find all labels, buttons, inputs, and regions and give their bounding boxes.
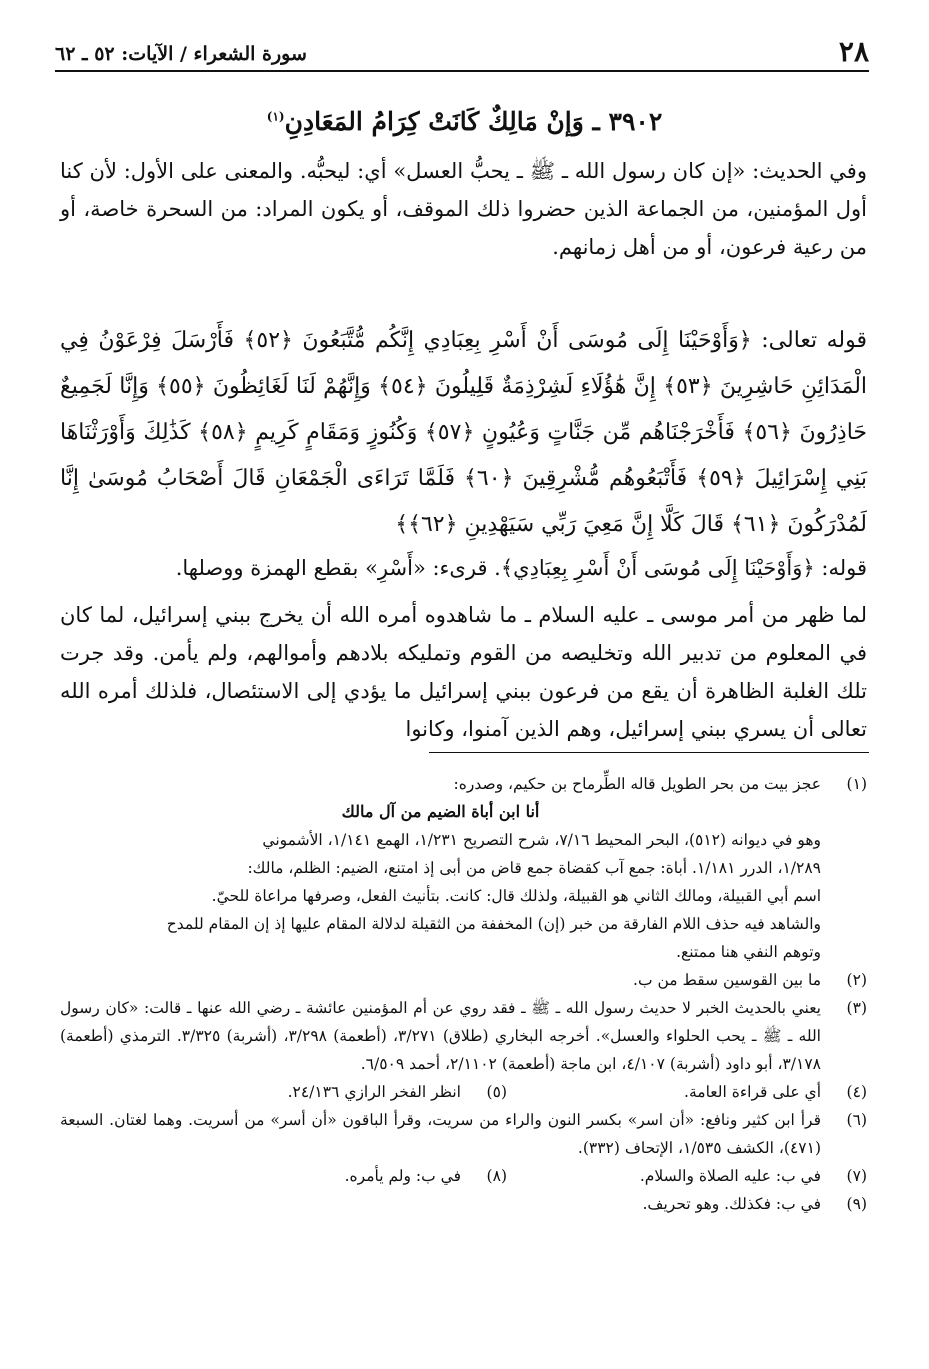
footnote-line: وتوهم النفي هنا ممتنع. (676, 943, 821, 961)
footnote-text: يعني بالحديث الخبر لا حديث رسول الله ـ ﷺ ـ فقد روي عن أم المؤمنين عائشة ـ رضي الله عنها ـ قالت: «كان رسول الله ـ ﷺ ـ يحب الحلواء والعسل». أخرجه البخاري (طلاق) ٣/٢٧١، (أطعمة) ٣/٢٩٨، (أشربة) ٣/٣٢٥. الترمذي (أطعمة) ٣/١٧٨، أبو داود (أشربة) ٤/١٠٧، ابن ماجة (أطعمة) ٢/١١٠٢، أحمد ٦/٥٠٩. (60, 999, 821, 1073)
verse-heading-text: ٣٩٠٢ ـ وَإنْ مَالِكٌ كَانَتْ كِرَامُ المَعَادِنِ (284, 107, 663, 136)
quran-verses-block: قوله تعالى: ﴿وَأَوْحَيْنَا إِلَى مُوسَى أَنْ أَسْرِ بِعِبَادِي إِنَّكُم مُّتَّبَعُونَ ﴿٥٢﴾ فَأَرْسَلَ فِرْعَوْنُ فِي الْمَدَائِنِ حَاشِرِينَ ﴿٥٣﴾ إِنَّ هَٰؤُلَاءِ لَشِرْذِمَةٌ قَلِيلُونَ ﴿٥٤﴾ وَإِنَّهُمْ لَنَا لَغَائِظُونَ ﴿٥٥﴾ وَإِنَّا لَجَمِيعٌ حَاذِرُونَ ﴿٥٦﴾ فَأَخْرَجْنَاهُم مِّن جَنَّاتٍ وَعُيُونٍ ﴿٥٧﴾ وَكُنُوزٍ وَمَقَامٍ كَرِيمٍ ﴿٥٨﴾ كَذَٰلِكَ وَأَوْرَثْنَاهَا بَنِي إِسْرَائِيلَ ﴿٥٩﴾ فَأَتْبَعُوهُم مُّشْرِقِينَ ﴿٦٠﴾ فَلَمَّا تَرَاءَى الْجَمْعَانِ قَالَ أَصْحَابُ مُوسَىٰ إِنَّا لَمُدْرَكُونَ ﴿٦١﴾ قَالَ كَلَّا إِنَّ مَعِيَ رَبِّي سَيَهْدِينِ ﴿٦٢﴾﴾ (60, 328, 868, 537)
running-title: سورة الشعراء / الآيات: ٥٢ ـ ٦٢ (55, 43, 307, 65)
footnote-line: وهو في ديوانه (٥١٢)، البحر المحيط ٧/١٦، شرح التصريح ١/٢٣١، الهمع ١/١٤١، الأشموني (262, 831, 821, 849)
footnote-text: انظر الفخر الرازي ٢٤/١٣٦. (287, 1083, 461, 1101)
page-number: ٢٨ (838, 35, 869, 68)
footnote-number: (٤) (846, 1083, 867, 1101)
footnote-number: (٧) (846, 1167, 867, 1185)
footnote-number: (٦) (846, 1111, 867, 1129)
footnote-text: في ب: ولم يأمره. (344, 1167, 461, 1185)
footnote-number: (٩) (846, 1195, 867, 1213)
footnote-separator (429, 752, 869, 753)
footnote-3 (60, 994, 867, 1078)
footnote-line: ١/٢٨٩، الدرر ١/١٨١. أباة: جمع آب كقضاة جمع قاض من أبى إذ امتنع، الضيم: الظلم، مالك: (247, 859, 821, 877)
footnote-5 (147, 1078, 507, 1106)
footnote-7-8 (60, 1162, 867, 1190)
footnote-text: ما بين القوسين سقط من ب. (633, 971, 821, 989)
footnote-8 (147, 1162, 507, 1190)
footnote-number: (٢) (846, 971, 867, 989)
footnote-text: في ب: عليه الصلاة والسلام. (639, 1167, 821, 1185)
paragraph-3: قوله: ﴿وَأَوْحَيْنَا إِلَى مُوسَى أَنْ أَسْرِ بِعِبَادِي﴾. قرىء: «أَسْرِ» بقطع الهمزة ووصلها. (175, 556, 867, 580)
footnote-number: (٣) (846, 999, 867, 1017)
footnote-number: (٨) (486, 1167, 507, 1185)
page-header (55, 30, 869, 72)
footnote-line: والشاهد فيه حذف اللام الفارقة من خبر (إن) المخففة من الثقيلة لدلالة المقام عليها إذ إن المقام للمدح (166, 915, 821, 933)
footnote-text: أي على قراءة العامة. (684, 1083, 821, 1101)
footnote-9 (60, 1190, 867, 1218)
paragraph-4: لما ظهر من أمر موسى ـ عليه السلام ـ ما شاهدوه أمره الله أن يخرج ببني إسرائيل، لما كان في المعلوم من تدبير الله وتخليصه من القوم وتمليكه بلادهم وأموالهم، ولم يأمن. وقد جرت تلك الغلبة الظاهرة أن يقع من فرعون ببني إسرائيل ما يؤدي إلى الاستئصال، فلذلك أمره الله تعالى أن يسري ببني إسرائيل، وهم الذين آمنوا، وكانوا (60, 603, 867, 741)
footnote-line: اسم أبي القبيلة، ومالك الثاني هو القبيلة، ولذلك قال: كانت. بتأنيث الفعل، وصرفها مراعاة للحيّ. (211, 887, 821, 905)
footnote-7 (507, 1162, 867, 1190)
footnote-6 (60, 1106, 867, 1162)
footnote-number: (٥) (486, 1083, 507, 1101)
footnote-4-5 (60, 1078, 867, 1106)
footnote-text: عجز بيت من بحر الطويل قاله الطِّرماح بن حكيم، وصدره: (453, 775, 821, 793)
footnote-2 (60, 966, 867, 994)
footnote-1 (60, 770, 867, 798)
footnote-ref: (١) (266, 109, 285, 124)
footnotes (60, 770, 867, 1218)
verse-heading (60, 102, 869, 142)
footnote-text: قرأ ابن كثير ونافع: «أن اسر» بكسر النون والراء من سريت، وقرأ الباقون «أن أسر» من أسريت. وهما لغتان. السبعة (٤٧١)، الكشف ١/٥٣٥، الإتحاف (٣٣٢). (60, 1111, 821, 1157)
footnote-verse: أنا ابن أباة الضيم من آل مالك (341, 802, 540, 821)
footnote-4 (507, 1078, 867, 1106)
footnote-text: في ب: فكذلك. وهو تحريف. (642, 1195, 821, 1213)
paragraph-1: وفي الحديث: «إن كان رسول الله ـ ﷺ ـ يحبُّ العسل» أي: ليحبُّه. والمعنى على الأول: لأن كنا أول المؤمنين، من الجماعة الذين حضروا ذلك الموقف، أو يكون المراد: من السحرة خاصة، أو من رعية فرعون، أو من أهل زمانهم. (60, 159, 867, 259)
footnote-number: (١) (846, 775, 867, 793)
